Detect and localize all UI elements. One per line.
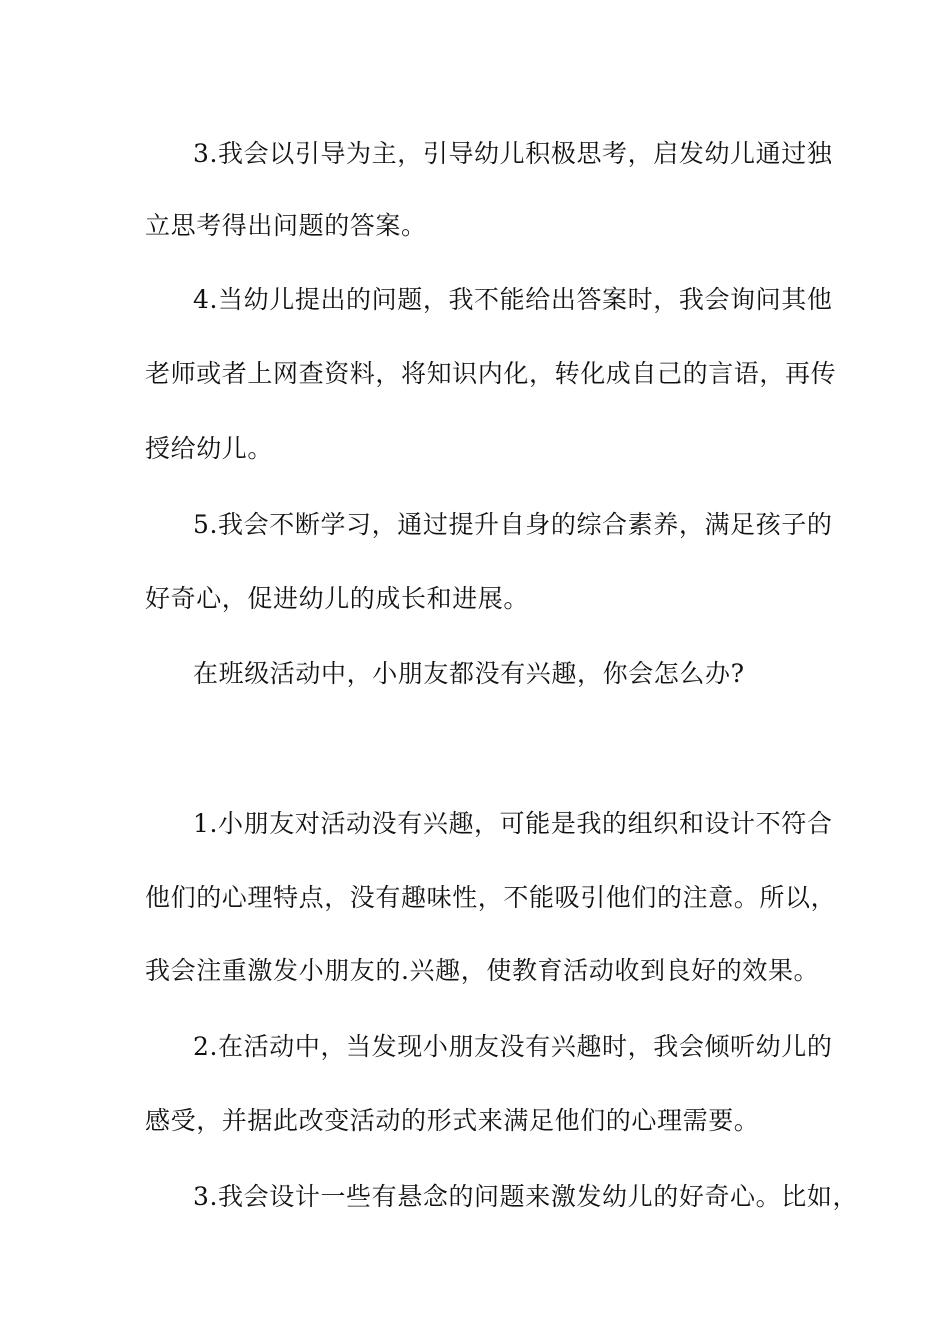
paragraph-line: 感受，并据此改变活动的形式来满足他们的心理需要。 — [145, 1106, 760, 1135]
paragraph-line: 老师或者上网查资料，将知识内化，转化成自己的言语，再传 — [145, 359, 837, 388]
paragraph-line: 1.小朋友对活动没有兴趣，可能是我的组织和设计不符合 — [193, 809, 833, 838]
paragraph-line: 立思考得出问题的答案。 — [145, 211, 427, 240]
paragraph-line: 授给幼儿。 — [145, 434, 274, 463]
paragraph-line: 3.我会以引导为主，引导幼儿积极思考，启发幼儿通过独 — [193, 139, 833, 168]
paragraph-line: 他们的心理特点，没有趣味性，不能吸引他们的注意。所以， — [145, 883, 837, 912]
paragraph-line: 好奇心，促进幼儿的成长和进展。 — [145, 584, 530, 613]
paragraph-line: 4.当幼儿提出的问题，我不能给出答案时，我会询问其他 — [193, 285, 833, 314]
paragraph-line: 3.我会设计一些有悬念的问题来激发幼儿的好奇心。比如， — [193, 1182, 859, 1211]
paragraph-line: 5.我会不断学习，通过提升自身的综合素养，满足孩子的 — [193, 510, 833, 539]
paragraph-line: 2.在活动中，当发现小朋友没有兴趣时，我会倾听幼儿的 — [193, 1032, 833, 1061]
question-heading: 在班级活动中，小朋友都没有兴趣，你会怎么办? — [193, 659, 745, 688]
paragraph-line: 我会注重激发小朋友的.兴趣，使教育活动收到良好的效果。 — [145, 956, 820, 985]
